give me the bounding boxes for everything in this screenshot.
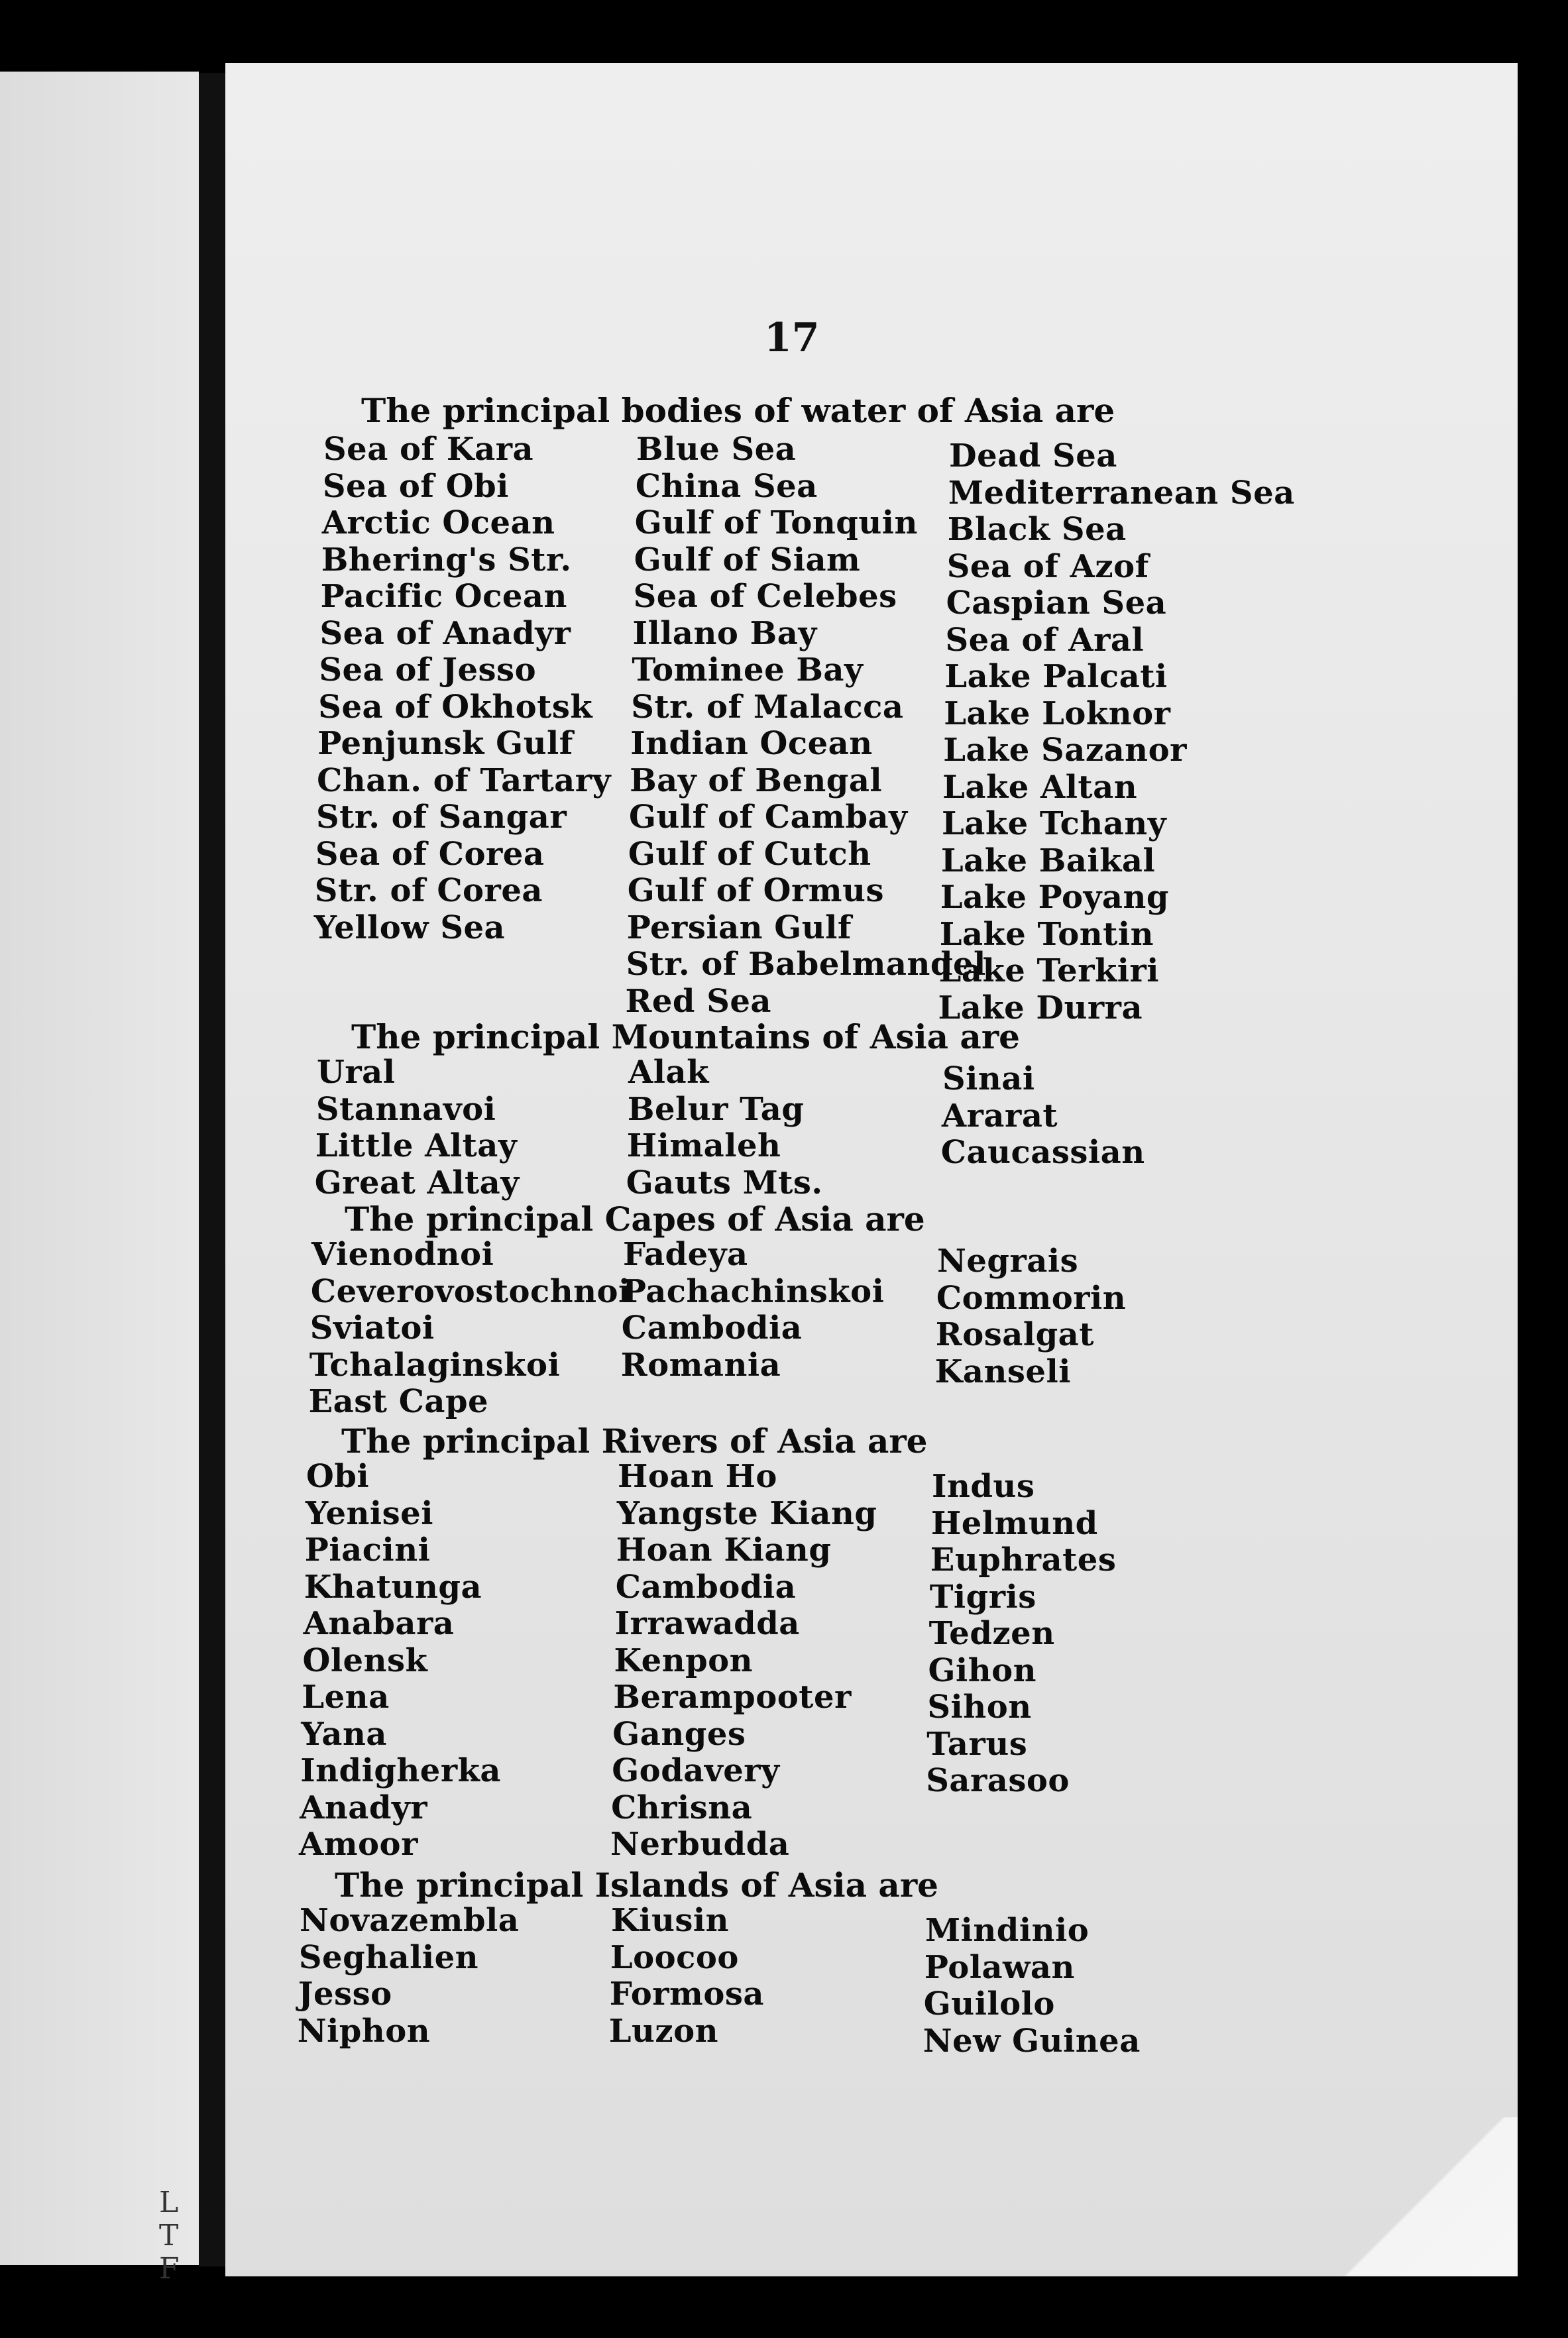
list-item: Piacini xyxy=(304,1531,431,1569)
list-item: Sea of Okhotsk xyxy=(318,688,593,726)
list-item: Chan. of Tartary xyxy=(317,761,611,799)
section-heading: The principal Rivers of Asia are xyxy=(341,1421,928,1461)
list-item: Str. of Corea xyxy=(314,872,543,909)
list-item: Indian Ocean xyxy=(630,725,873,762)
list-item: Gulf of Tonquin xyxy=(634,504,918,541)
list-item: Rosalgat xyxy=(935,1316,1094,1353)
list-item: Loocoo xyxy=(610,1938,739,1976)
list-item: Persian Gulf xyxy=(626,909,852,946)
list-item: Cambodia xyxy=(615,1568,797,1606)
list-item: Lake Palcati xyxy=(944,658,1168,695)
list-item: East Cape xyxy=(308,1383,489,1420)
list-item: Amoor xyxy=(299,1826,418,1863)
list-item: Bay of Bengal xyxy=(630,761,883,799)
list-item: Ganges xyxy=(612,1715,746,1753)
list-item: Berampooter xyxy=(613,1679,852,1716)
list-item: Sea of Aral xyxy=(945,621,1145,659)
list-item: Seghalien xyxy=(298,1938,479,1976)
list-item: Polawan xyxy=(924,1948,1075,1986)
list-item: Jesso xyxy=(298,1976,392,2013)
list-item: Sea of Anadyr xyxy=(319,614,571,652)
list-item: Tigris xyxy=(929,1578,1036,1616)
list-item: Sea of Obi xyxy=(322,467,509,505)
list-item: Arctic Ocean xyxy=(321,504,555,541)
list-item: Caspian Sea xyxy=(946,584,1167,622)
list-item: Mediterranean Sea xyxy=(948,474,1295,512)
list-item: Hoan Ho xyxy=(618,1458,777,1495)
section-heading: The principal Islands of Asia are xyxy=(335,1865,938,1905)
list-item: Dead Sea xyxy=(949,437,1117,474)
list-item: Chrisna xyxy=(611,1789,753,1826)
list-item: Lena xyxy=(302,1679,390,1716)
list-item: Str. of Sangar xyxy=(316,799,567,836)
list-item: Lake Tchany xyxy=(942,805,1167,842)
list-item: Yana xyxy=(301,1715,387,1753)
list-item: Blue Sea xyxy=(636,431,797,468)
page-number: 17 xyxy=(764,315,820,361)
list-item: Sarasoo xyxy=(926,1762,1070,1799)
list-item: China Sea xyxy=(635,467,818,505)
list-item: Gihon xyxy=(928,1651,1037,1689)
list-item: Illano Bay xyxy=(632,614,817,652)
list-item: Caucassian xyxy=(940,1134,1145,1171)
list-item: Black Sea xyxy=(947,511,1127,548)
list-item: Commorin xyxy=(936,1279,1127,1317)
list-item: Helmund xyxy=(930,1504,1098,1542)
list-item: Sea of Celebes xyxy=(633,578,897,615)
list-item: Bhering's Str. xyxy=(321,541,572,579)
list-item: Gauts Mts. xyxy=(626,1164,823,1201)
list-item: Lake Baikal xyxy=(940,842,1156,879)
list-item: Tominee Bay xyxy=(632,651,864,689)
list-item: Nerbudda xyxy=(610,1826,790,1863)
list-item: Lake Durra xyxy=(938,989,1143,1027)
list-item: Khatunga xyxy=(304,1568,482,1606)
list-item: Kiusin xyxy=(611,1902,730,1939)
list-item: Lake Loknor xyxy=(944,695,1171,732)
list-item: Novazembla xyxy=(300,1902,520,1939)
list-item: Great Altay xyxy=(314,1164,520,1201)
list-item: Lake Altan xyxy=(942,768,1138,806)
list-item: Gulf of Siam xyxy=(634,541,861,579)
list-item: Euphrates xyxy=(930,1541,1117,1579)
list-item: Sea of Azof xyxy=(946,547,1149,585)
section-heading: The principal Mountains of Asia are xyxy=(351,1017,1020,1056)
list-item: Lake Poyang xyxy=(940,879,1169,916)
list-item: Indigherka xyxy=(300,1752,501,1789)
list-item: Pacific Ocean xyxy=(320,578,567,615)
list-item: Anadyr xyxy=(300,1789,428,1826)
list-item: Belur Tag xyxy=(627,1090,805,1128)
list-item: Romania xyxy=(620,1346,781,1384)
facing-page-edge: L T F xyxy=(0,72,199,2265)
list-item: Ceverovostochnoi xyxy=(310,1272,631,1310)
list-item: Sea of Kara xyxy=(323,431,534,468)
list-item: Red Sea xyxy=(625,982,772,1020)
list-item: Gulf of Cutch xyxy=(628,835,871,873)
list-item: Kanseli xyxy=(934,1353,1071,1390)
list-item: Str. of Malacca xyxy=(631,688,904,726)
list-item: Cambodia xyxy=(621,1309,803,1347)
list-item: Indus xyxy=(932,1468,1035,1505)
list-item: Niphon xyxy=(297,2012,431,2050)
list-item: Gulf of Cambay xyxy=(629,799,908,836)
list-item: Yangste Kiang xyxy=(616,1494,877,1532)
list-item: Alak xyxy=(628,1054,709,1091)
list-item: Str. of Babelmandel xyxy=(626,946,986,983)
list-item: Obi xyxy=(306,1458,370,1495)
list-item: Negrais xyxy=(937,1243,1079,1280)
list-item: Sihon xyxy=(927,1689,1032,1726)
list-item: Luzon xyxy=(608,2012,719,2050)
list-item: Sviatoi xyxy=(309,1309,435,1347)
list-item: Olensk xyxy=(302,1642,428,1679)
list-item: Penjunsk Gulf xyxy=(317,725,573,762)
list-item: Himaleh xyxy=(626,1127,781,1164)
list-item: Guilolo xyxy=(923,1985,1055,2023)
list-item: Pachachinskoi xyxy=(622,1272,885,1310)
list-item: Sea of Jesso xyxy=(319,651,537,689)
section-heading: The principal bodies of water of Asia are xyxy=(361,391,1115,430)
list-item: Lake Sazanor xyxy=(943,732,1187,769)
list-item: Anabara xyxy=(303,1605,455,1642)
list-item: Tedzen xyxy=(928,1615,1055,1652)
list-item: Little Altay xyxy=(315,1127,518,1164)
list-item: Vienodnoi xyxy=(311,1236,494,1273)
list-item: Kenpon xyxy=(614,1642,754,1679)
list-item: New Guinea xyxy=(923,2022,1141,2060)
list-item: Fadeya xyxy=(623,1236,748,1273)
list-item: Tarus xyxy=(926,1725,1028,1763)
list-item: Yenisei xyxy=(305,1494,433,1532)
list-item: Ural xyxy=(317,1054,396,1091)
list-item: Sea of Corea xyxy=(315,835,545,873)
list-item: Gulf of Ormus xyxy=(627,872,884,909)
list-item: Lake Tontin xyxy=(939,915,1154,953)
list-item: Formosa xyxy=(609,1976,764,2013)
section-heading: The principal Capes of Asia are xyxy=(345,1199,925,1239)
list-item: Tchalaginskoi xyxy=(309,1346,561,1384)
list-item: Hoan Kiang xyxy=(616,1531,832,1569)
list-item: Irrawadda xyxy=(614,1605,800,1642)
list-item: Lake Terkiri xyxy=(938,952,1160,989)
list-item: Godavery xyxy=(612,1752,780,1789)
list-item: Ararat xyxy=(941,1097,1058,1135)
list-item: Yellow Sea xyxy=(313,909,506,946)
list-item: Mindinio xyxy=(925,1912,1090,1949)
list-item: Stannavoi xyxy=(315,1090,496,1128)
list-item: Sinai xyxy=(942,1060,1035,1097)
